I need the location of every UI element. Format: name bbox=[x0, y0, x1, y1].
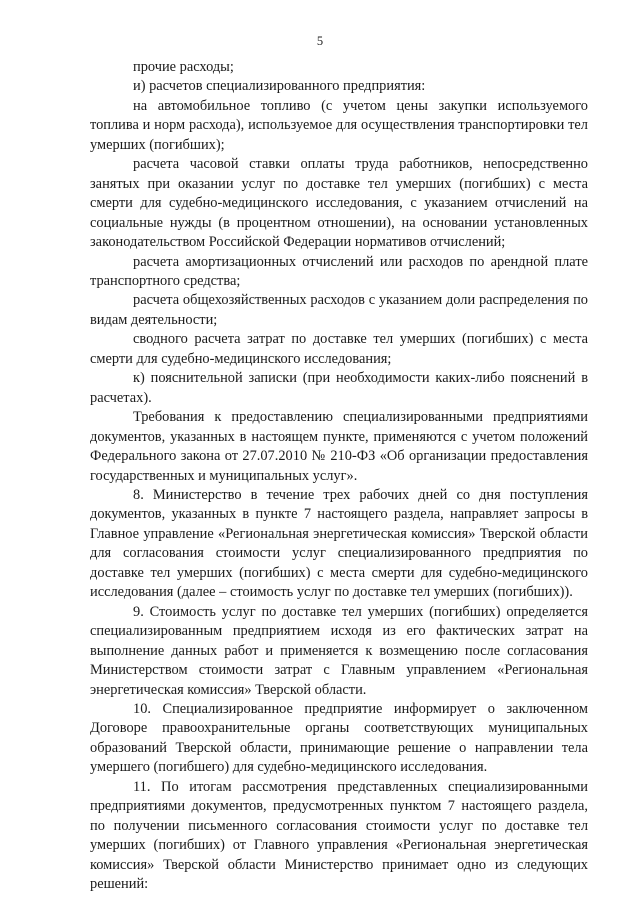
paragraph-summary-calc: сводного расчета затрат по доставке тел умерших (погибших) с места смерти для судебно-медицинского исследования; bbox=[90, 331, 588, 367]
page-number: 5 bbox=[316, 34, 324, 48]
paragraph-item-k: к) пояснительной записки (при необходимости каких-либо пояснений в расчетах). bbox=[90, 370, 588, 406]
paragraph-point-8: 8. Министерство в течение трех рабочих дней со дня поступления документов, указанных в пункте 7 настоящего раздела, направляет запросы в Главное управление «Региональная энергетическая комиссия» Тверской области для согласования стоимости услуг специализированного предприятия по доставке тел умерших (погибших) с места смерти для судебно-медицинского исследования (далее – стоимость услуг по доставке тел умерших (погибших)). bbox=[90, 486, 588, 601]
paragraph-item-i: и) расчетов специализированного предприятия: bbox=[133, 78, 426, 95]
paragraph-point-11: 11. По итогам рассмотрения представленных специализированными предприятиями документов, предусмотренных пунктом 7 настоящего раздела, по получении письменного согласования стоимости услуг по доставке тел умерших (погибших) от Главного управления «Региональная энергетическая комиссия» Тверской области Министерство принимает одно из следующих решений: bbox=[90, 778, 588, 893]
body-text bbox=[90, 58, 588, 894]
paragraph-overhead: расчета общехозяйственных расходов с указанием доли распределения по видам деятельности; bbox=[90, 292, 588, 328]
paragraph-depreciation: расчета амортизационных отчислений или расходов по арендной плате транспортного средства; bbox=[90, 253, 588, 289]
paragraph-point-10: 10. Специализированное предприятие информирует о заключенном Договоре правоохранительные органы соответствующих муниципальных образований Тверской области, принимающие решение о направлении тела умершего (погибшего) для судебно-медицинского исследования. bbox=[90, 700, 588, 776]
paragraph-hourly-rate: расчета часовой ставки оплаты труда работников, непосредственно занятых при оказании услуг по доставке тел умерших (погибших) с места смерти для судебно-медицинского исследования, с указанием отчислений на социальные нужды (в процентном отношении), на основании установленных законодательством Российской Федерации нормативов отчислений; bbox=[90, 156, 588, 251]
paragraph-other-expenses: прочие расходы; bbox=[133, 59, 234, 75]
paragraph-requirements: Требования к предоставлению специализированными предприятиями документов, указанных в настоящем пункте, применяются с учетом положений Федерального закона от 27.07.2010 № 210-ФЗ «Об организации предоставления государственных и муниципальных услуг». bbox=[90, 409, 588, 484]
paragraph-fuel: на автомобильное топливо (с учетом цены закупки используемого топлива и норм расхода), используемое для осуществления транспортировки тел умерших (погибших); bbox=[90, 97, 588, 153]
paragraph-point-9: 9. Стоимость услуг по доставке тел умерших (погибших) определяется специализированным предприятием исходя из его фактических затрат на выполнение данных работ и применяется к возмещению после согласования Министерством стоимости затрат с Главным управлением «Региональная энергетическая комиссия» Тверской области. bbox=[90, 603, 588, 698]
